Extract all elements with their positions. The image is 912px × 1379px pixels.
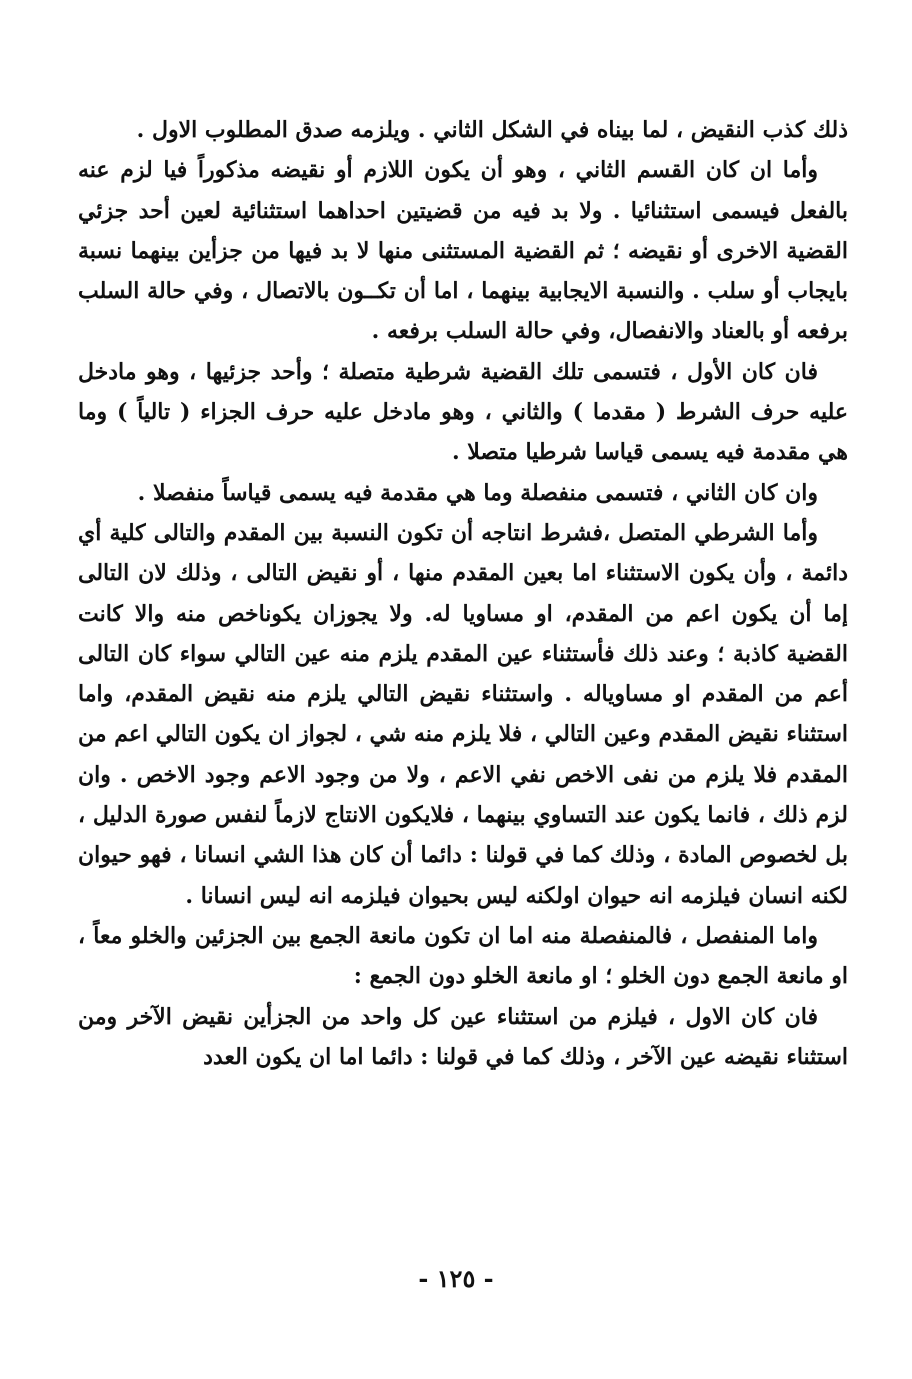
paragraph-5: وأما الشرطي المتصل ،فشرط انتاجه أن تكون النسبة بين المقدم والتالى كلية أي دائمة ، وأن يكون الاستثناء اما بعين المقدم منها ، أو نقيض التالى ، وذلك لان التالى إما أن يكون اعم من المقدم، او مساويا له. ولا يجوزان يكوناخص منه والا كانت القضية كاذبة ؛ وعند ذلك فأستثناء عين المقدم يلزم منه عين التالي سواء كان التالى أعم من المقدم او مساوياله . واستثناء نقيض التالي يلزم منه نقيض المقدم، واما استثناء نقيض المقدم وعين التالي ، فلا يلزم منه شي ، لجواز ان يكون التالي اعم من المقدم فلا يلزم من نفى الاخص نفي الاعم ، ولا من وجود الاعم وجود الاخص . وان لزم ذلك ، فانما يكون عند التساوي بينهما ، فلايكون الانتاج لازماً لنفس صورة الدليل ، بل لخصوص المادة ، وذلك كما في قولنا : دائما أن كان هذا الشي انسانا ، فهو حيوان لكنه انسان فيلزمه انه حيوان اولكنه ليس بحيوان فيلزمه انه ليس انسانا . bbox=[78, 519, 848, 909]
paragraph-1: ذلك كذب النقيض ، لما بيناه في الشكل الثاني . ويلزمه صدق المطلوب الاول . bbox=[136, 117, 848, 143]
paragraph-2: وأما ان كان القسم الثاني ، وهو أن يكون اللازم أو نقيضه مذكوراً فيا لزم عنه بالفعل فيسمى استثنائيا . ولا بد فيه من قضيتين احداهما استثنائية لعين أحد جزئي القضية الاخرى أو نقيضه ؛ ثم القضية المستثنى منها لا بد فيها من جزأين بينهما نسبة بايجاب أو سلب . والنسبة الايجابية بينهما ، اما أن تكــون بالاتصال ، وفي حالة السلب برفعه أو بالعناد والانفصال، وفي حالة السلب برفعه . bbox=[78, 157, 848, 345]
paragraph-7: فان كان الاول ، فيلزم من استثناء عين كل واحد من الجزأين نقيض الآخر ومن استثناء نقيضه عين الآخر ، وذلك كما في قولنا : دائما اما ان يكون العدد bbox=[78, 1003, 848, 1070]
paragraph-3: فان كان الأول ، فتسمى تلك القضية شرطية متصلة ؛ وأحد جزئيها ، وهو مادخل عليه حرف الشرط ( مقدما ) والثاني ، وهو مادخل عليه حرف الجزاء ( تالياً ) وما هي مقدمة فيه يسمى قياسا شرطيا متصلا . bbox=[78, 358, 848, 466]
page-number: - ١٢٥ - bbox=[418, 1264, 494, 1293]
paragraph-6: واما المنفصل ، فالمنفصلة منه اما ان تكون مانعة الجمع بين الجزئين والخلو معاً ، او مانعة الجمع دون الخلو ؛ او مانعة الخلو دون الجمع : bbox=[78, 922, 848, 990]
page-body-text bbox=[78, 110, 848, 1077]
paragraph-4: وان كان الثاني ، فتسمى منفصلة وما هي مقدمة فيه يسمى قياساً منفصلا . bbox=[137, 479, 818, 506]
